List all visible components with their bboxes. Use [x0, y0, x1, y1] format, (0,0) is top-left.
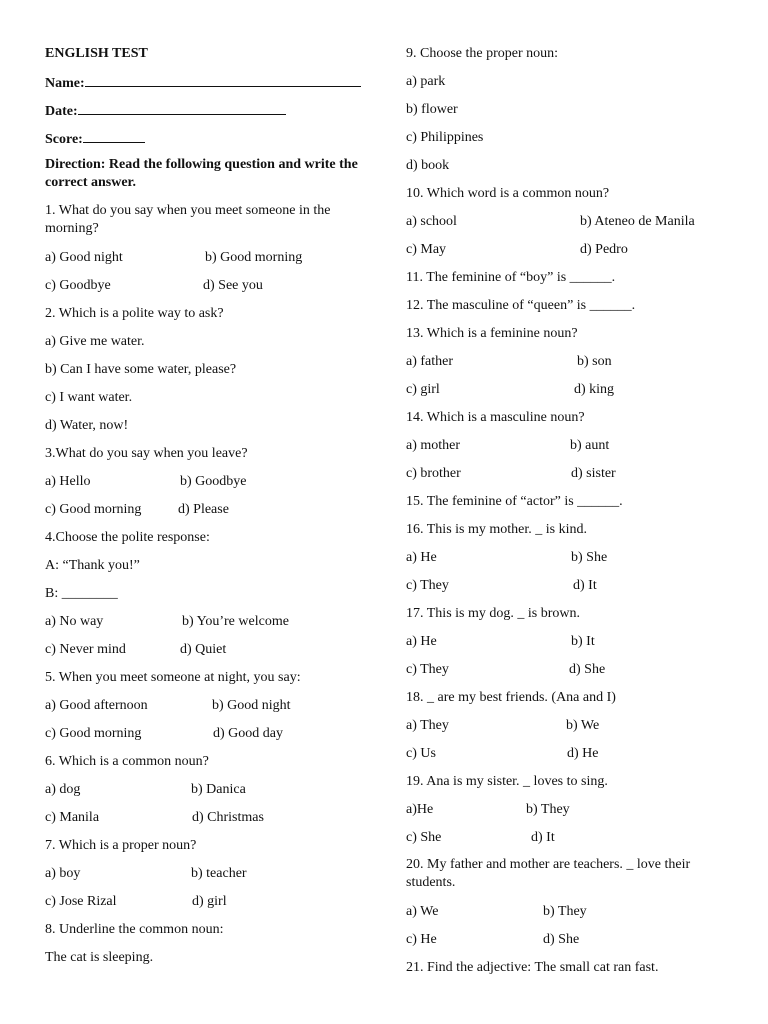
question-20: 20. My father and mother are teachers. _ love their students. [406, 857, 691, 890]
q18-option-d: d) He [567, 746, 599, 761]
q4-option-b: b) You’re welcome [182, 614, 289, 629]
q7-option-c: c) Jose Rizal [45, 894, 117, 909]
q4-speaker-a: A: “Thank you!” [45, 558, 140, 573]
q19-option-c: c) She [406, 830, 442, 845]
q19-option-a: a)He [406, 802, 434, 817]
q6-options-row2 [45, 808, 363, 836]
test-title: ENGLISH TEST [45, 46, 148, 61]
q7-option-d: d) girl [192, 894, 227, 909]
q3-options-row1 [45, 472, 363, 500]
q6-option-a: a) dog [45, 782, 81, 797]
q1-option-a: a) Good night [45, 250, 123, 265]
q17-options-row2 [406, 660, 724, 688]
q4-option-a: a) No way [45, 614, 104, 629]
q10-option-b: b) Ateneo de Manila [580, 214, 695, 229]
q20-option-c: c) He [406, 932, 437, 947]
right-column [406, 44, 724, 986]
q8-sentence: The cat is sleeping. [45, 950, 154, 965]
q10-options-row2 [406, 240, 724, 268]
q20-option-b: b) They [543, 904, 587, 919]
q10-options-row1 [406, 212, 724, 240]
question-9: 9. Choose the proper noun: [406, 46, 559, 61]
q3-options-row2 [45, 500, 363, 528]
q9-option-a: a) park [406, 74, 446, 89]
question-8: 8. Underline the common noun: [45, 922, 224, 937]
question-17: 17. This is my dog. _ is brown. [406, 606, 580, 621]
q16-option-c: c) They [406, 578, 449, 593]
q5-options-row1 [45, 696, 363, 724]
score-field: Score: [45, 128, 363, 156]
question-16: 16. This is my mother. _ is kind. [406, 522, 587, 537]
q19-option-d: d) It [531, 830, 555, 845]
q19-option-b: b) They [526, 802, 570, 817]
q4-option-c: c) Never mind [45, 642, 126, 657]
question-5: 5. When you meet someone at night, you say: [45, 670, 301, 685]
q10-option-c: c) May [406, 242, 447, 257]
q2-option-d: d) Water, now! [45, 418, 129, 433]
q1-options-row2 [45, 276, 363, 304]
q17-option-c: c) They [406, 662, 449, 677]
q20-option-a: a) We [406, 904, 439, 919]
q10-option-a: a) school [406, 214, 457, 229]
q9-option-d: d) book [406, 158, 450, 173]
question-15: 15. The feminine of “actor” is ______. [406, 494, 623, 509]
q14-option-c: c) brother [406, 466, 461, 481]
question-13: 13. Which is a feminine noun? [406, 326, 578, 341]
question-19: 19. Ana is my sister. _ loves to sing. [406, 774, 608, 789]
q14-option-a: a) mother [406, 438, 461, 453]
q6-option-c: c) Manila [45, 810, 100, 825]
q16-option-a: a) He [406, 550, 437, 565]
q1-option-c: c) Goodbye [45, 278, 111, 293]
q17-option-b: b) It [571, 634, 595, 649]
question-7: 7. Which is a proper noun? [45, 838, 197, 853]
q3-option-c: c) Good morning [45, 502, 142, 517]
q5-option-d: d) Good day [213, 726, 283, 741]
q1-option-b: b) Good morning [205, 250, 303, 265]
q13-option-a: a) father [406, 354, 454, 369]
date-field: Date: [45, 100, 363, 128]
q13-option-b: b) son [577, 354, 612, 369]
q4-option-d: d) Quiet [180, 642, 227, 657]
q5-option-a: a) Good afternoon [45, 698, 148, 713]
q20-option-d: d) She [543, 932, 580, 947]
q14-option-b: b) aunt [570, 438, 610, 453]
q17-option-a: a) He [406, 634, 437, 649]
q9-option-b: b) flower [406, 102, 458, 117]
q6-option-b: b) Danica [191, 782, 246, 797]
direction-text: Direction: Read the following question and write the correct answer. [45, 157, 358, 190]
q9-option-c: c) Philippines [406, 130, 484, 145]
q2-option-a: a) Give me water. [45, 334, 145, 349]
question-1: 1. What do you say when you meet someone in the morning? [45, 203, 331, 236]
q16-option-b: b) She [571, 550, 608, 565]
q19-options-row1 [406, 800, 724, 828]
q18-options-row1 [406, 716, 724, 744]
q3-option-b: b) Goodbye [180, 474, 247, 489]
q1-option-d: d) See you [203, 278, 263, 293]
q18-options-row2 [406, 744, 724, 772]
q18-option-a: a) They [406, 718, 449, 733]
q5-option-b: b) Good night [212, 698, 291, 713]
question-12: 12. The masculine of “queen” is ______. [406, 298, 636, 313]
q4-options-row1 [45, 612, 363, 640]
q5-option-c: c) Good morning [45, 726, 142, 741]
q6-options-row1 [45, 780, 363, 808]
q20-options-row1 [406, 902, 724, 930]
question-21: 21. Find the adjective: The small cat ran fast. [406, 960, 659, 975]
q1-options-row1 [45, 248, 363, 276]
q16-options-row2 [406, 576, 724, 604]
q16-option-d: d) It [573, 578, 597, 593]
q5-options-row2 [45, 724, 363, 752]
question-14: 14. Which is a masculine noun? [406, 410, 585, 425]
q13-option-c: c) girl [406, 382, 440, 397]
question-4: 4.Choose the polite response: [45, 530, 210, 545]
name-field: Name: [45, 72, 363, 100]
q13-options-row2 [406, 380, 724, 408]
question-6: 6. Which is a common noun? [45, 754, 209, 769]
q4-options-row2 [45, 640, 363, 668]
q10-option-d: d) Pedro [580, 242, 628, 257]
q7-options-row2 [45, 892, 363, 920]
left-column [45, 44, 363, 976]
q3-option-d: d) Please [178, 502, 229, 517]
q20-options-row2 [406, 930, 724, 958]
question-10: 10. Which word is a common noun? [406, 186, 610, 201]
question-11: 11. The feminine of “boy” is ______. [406, 270, 616, 285]
q7-options-row1 [45, 864, 363, 892]
q2-option-b: b) Can I have some water, please? [45, 362, 237, 377]
q13-options-row1 [406, 352, 724, 380]
q13-option-d: d) king [574, 382, 615, 397]
question-3: 3.What do you say when you leave? [45, 446, 248, 461]
question-18: 18. _ are my best friends. (Ana and I) [406, 690, 616, 705]
q14-options-row2 [406, 464, 724, 492]
q17-options-row1 [406, 632, 724, 660]
q14-options-row1 [406, 436, 724, 464]
q17-option-d: d) She [569, 662, 606, 677]
q2-option-c: c) I want water. [45, 390, 133, 405]
q19-options-row2 [406, 828, 724, 856]
q18-option-c: c) Us [406, 746, 436, 761]
q6-option-d: d) Christmas [192, 810, 264, 825]
q16-options-row1 [406, 548, 724, 576]
q7-option-b: b) teacher [191, 866, 247, 881]
question-2: 2. Which is a polite way to ask? [45, 306, 224, 321]
q18-option-b: b) We [566, 718, 600, 733]
q14-option-d: d) sister [571, 466, 616, 481]
q4-speaker-b: B: ________ [45, 586, 118, 601]
q3-option-a: a) Hello [45, 474, 91, 489]
q7-option-a: a) boy [45, 866, 81, 881]
